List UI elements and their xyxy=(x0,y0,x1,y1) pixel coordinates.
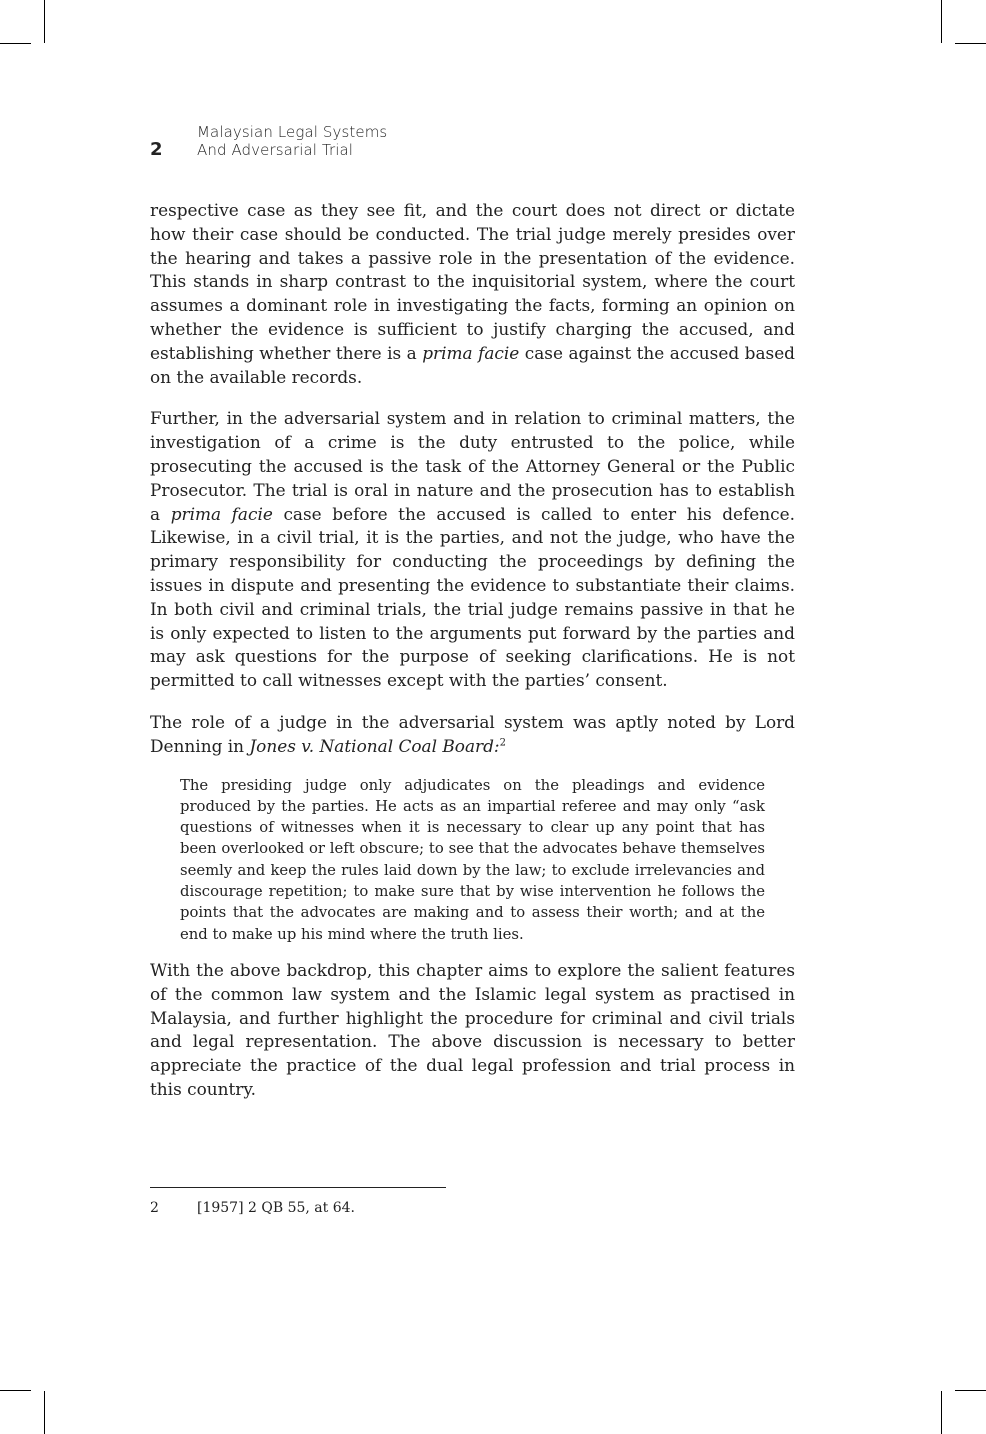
block-quote: The presiding judge only adjudicates on the pleadings and evidence produced by the parties. He acts as an impartial referee and may only “ask questions of witnesses when it is necessary to clear up any point that has been overlooked or left obscure; to see that the advocates behave themselves seemly and keep the rules laid down by the law; to exclude irrelevancies and discourage repetition; to make sure that by wise intervention he follows the points that the advocates are making and to assess their worth; and at the end to make up his mind where the truth lies. xyxy=(180,776,765,943)
footnote-text: [1957] 2 QB 55, at 64. xyxy=(197,1200,355,1216)
running-head-title xyxy=(197,123,387,159)
paragraph-1-italic: prima facie xyxy=(422,342,520,363)
paragraph-2-italic: prima facie xyxy=(170,503,273,524)
crop-mark-bottom-left-horizontal xyxy=(0,1390,31,1391)
paragraph-1-text: respective case as they see fit, and the court does not direct or dictate how their case should be conducted. The trial judge merely presides over the hearing and takes a passive role in the presentation of the evidence. This stands in sharp contrast to the inquisitorial system, where the court assumes a dominant role in investigating the facts, forming an opinion on whether the evidence is sufficient to justify charging the accused, and establishing whether there is a xyxy=(150,200,795,363)
crop-mark-top-left-vertical xyxy=(44,0,45,43)
running-head-title-line-1: Malaysian Legal Systems xyxy=(197,123,388,141)
crop-mark-top-right-vertical xyxy=(941,0,942,43)
paragraph-3-text: The role of a judge in the adversarial system was aptly noted by Lord Denning in xyxy=(150,711,795,756)
paragraph-2-text: Further, in the adversarial system and in relation to criminal matters, the investigation of a crime is the duty entrusted to the police, while prosecuting the accused is the task of the Attorney General or the Public Prosecutor. The trial is oral in nature and the prosecution has to establish a xyxy=(150,408,795,524)
footnote-reference[interactable]: 2 xyxy=(499,737,506,749)
paragraph-1-text-end: case against the accused based on the available records. xyxy=(150,342,795,387)
case-citation: Jones v. National Coal Board: xyxy=(249,735,500,756)
crop-mark-top-left-horizontal xyxy=(0,43,31,44)
paragraph-2-text-end: case before the accused is called to enter his defence. Likewise, in a civil trial, it is the parties, and not the judge, who have the primary responsibility for conducting the proceedings by defining the issues in dispute and presenting the evidence to substantiate their claims. In both civil and criminal trials, the trial judge remains passive in that he is only expected to listen to the arguments put forward by the parties and may ask questions for the purpose of seeking clarifications. He is not permitted to call witnesses except with the parties’ consent. xyxy=(150,503,795,691)
footnote-separator xyxy=(150,1187,446,1188)
body-text xyxy=(150,199,795,1102)
footnote-number: 2 xyxy=(150,1200,159,1216)
crop-mark-bottom-right-horizontal xyxy=(955,1390,986,1391)
crop-mark-bottom-right-vertical xyxy=(941,1391,942,1434)
closing-paragraph: With the above backdrop, this chapter aims to explore the salient features of the common law system and the Islamic legal system as practised in Malaysia, and further highlight the procedure for criminal and civil trials and legal representation. The above discussion is necessary to better appreciate the practice of the dual legal profession and trial process in this country. xyxy=(150,959,795,1099)
crop-mark-top-right-horizontal xyxy=(955,43,986,44)
running-head-title-line-2: And Adversarial Trial xyxy=(197,141,354,159)
running-head xyxy=(150,122,550,162)
paragraph-2 xyxy=(150,407,795,693)
paragraph-1 xyxy=(150,199,795,389)
crop-mark-bottom-left-vertical xyxy=(44,1391,45,1434)
page-number: 2 xyxy=(150,139,163,160)
paragraph-3 xyxy=(150,711,795,759)
